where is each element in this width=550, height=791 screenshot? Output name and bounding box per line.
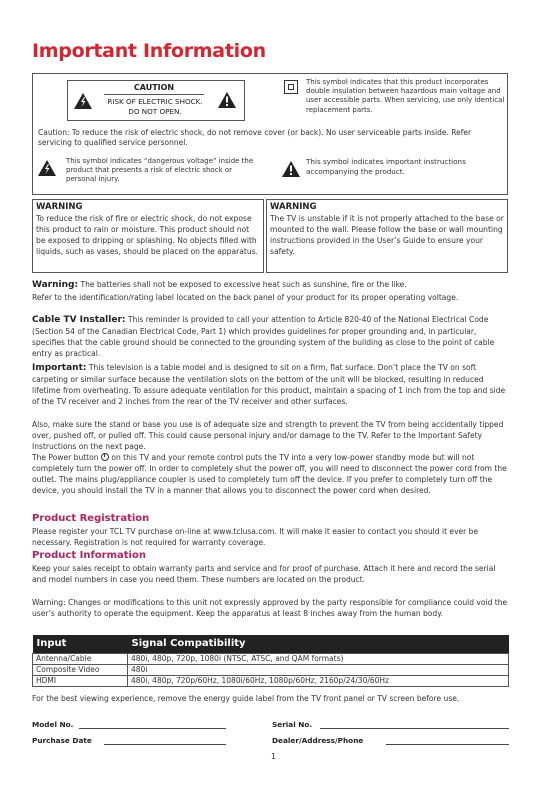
paragraph-lead: Cable TV Installer: [32,315,126,325]
caution-label-text [104,97,206,117]
purchase-date-label: Purchase Date [32,736,92,745]
cable-installer-paragraph [32,314,510,359]
model-number-label: Model No. [32,720,74,729]
table-row [33,653,509,664]
paragraph-text: on this TV and your remote control puts the TV into a very low-power standby mode but will not completely turn the power off. In order to completely shut the power off, you will need to disconnect the power cord from the outlet. The mains plug/appliance coupler is used to completely turn off the device. If you prefer to completely turn off the device, you should install the TV in a manner that allows you to disconnect the power cord when desired. [32,453,507,496]
table-row [33,664,509,675]
voltage-label-paragraph: Refer to the identification/rating label located on the back panel of your product for its proper operating voltage. [32,293,459,302]
paragraph-lead: Warning: [32,280,79,290]
table-cell-input: Composite Video [33,664,128,675]
modification-warning-text: Warning: Changes or modifications to this unit not expressly approved by the party responsible for compliance could void the user’s authority to operate the equipment. Keep the apparatus at least 8 inches away from the human body. [32,598,508,619]
model-number-line [79,728,226,729]
paragraph-text: This television is a table model and is designed to sit on a firm, flat surface. Don’t place the TV on soft carpeting or similar surface because the ventilation slots on the bottom of the unit will be blocked, resulting in reduced lifetime from overheating. To assure adequate ventilation for this product, maintain a spacing of 1 inch from the top and side of the TV receiver and 2 inches from the rear of the TV receiver and other surfaces. [32,363,506,407]
warning-box-moisture [32,199,264,273]
paragraph-text: The Power button [32,453,101,462]
dangerous-voltage-icon [38,160,56,176]
warning-box-stability [266,199,508,273]
table-cell-signal: 480i, 480p, 720p, 1080i (NTSC, ATSC, and QAM formats) [128,653,509,664]
warning-heading: WARNING [270,202,317,212]
table-row [33,675,509,686]
product-registration-text: Please register your TCL TV purchase on-line at www.tclusa.com. It will make it easier to contact you should it ever be necessary. Registration is not required for warranty coverage. [32,527,479,548]
important-paragraph [32,362,510,407]
warning-heading: WARNING [36,202,83,212]
dangerous-voltage-text: This symbol indicates “dangerous voltage” inside the product that presents a risk of electric shock or personal injury. [66,157,254,184]
table-header-row [33,635,509,653]
important-instructions-text: This symbol indicates important instructions accompanying the product. [306,157,466,176]
power-button-paragraph [32,452,510,496]
power-icon [101,453,109,461]
viewing-note: For the best viewing experience, remove the energy guide label from the TV front panel or TV screen before use. [32,694,460,703]
caution-statement: Caution: To reduce the risk of electric shock, do not remove cover (or back). No user serviceable parts inside. Refer servicing to qualified service personnel. [38,128,472,147]
exclamation-warning-icon [218,92,236,108]
signal-compatibility-table [32,635,509,687]
stand-paragraph: Also, make sure the stand or base you use is of adequate size and strength to prevent the TV from being accidentally tipped over, pushed off, or pulled off. This could cause personal injury and/or damage to the TV. Refer to the Important Safety Instructions on the next page. [32,420,504,452]
table-cell-input: Antenna/Cable [33,653,128,664]
page-number: 1 [271,752,277,761]
product-registration-heading: Product Registration [32,513,150,524]
product-information-heading: Product Information [32,550,146,561]
dealer-label: Dealer/Address/Phone [272,736,364,745]
caution-line-1: RISK OF ELECTRIC SHOCK. [107,97,203,106]
product-information-text: Keep your sales receipt to obtain warranty parts and service and for proof of purchase. Attach it here and record the serial and model numbers in case you need them. These numbers are located on the product. [32,564,496,585]
dealer-line [386,744,509,745]
serial-number-label: Serial No. [272,720,313,729]
table-cell-input: HDMI [33,675,128,686]
table-cell-signal: 480i [128,664,509,675]
column-header-signal: Signal Compatibility [128,635,509,653]
paragraph-text: The batteries shall not be exposed to excessive heat such as sunshine, fire or the like. [78,280,407,289]
important-instructions-icon [282,161,300,177]
column-header-input: Input [33,635,128,653]
battery-warning-paragraph [32,279,510,291]
paragraph-text: This reminder is provided to call your attention to Article 820-40 of the National Electrical Code (Section 54 of the Canadian Electrical Code, Part 1) which provides guidelines for proper grounding and, in particular, specifies that the cable ground should be connected to the grounding system of the building as close to the point of cable entry as practical. [32,315,495,359]
warning-body: The TV is unstable if it is not properly attached to the base or mounted to the wall. Please follow the base or wall mounting instructions provided in the User’s Guide to ensure your safety. [270,214,504,256]
purchase-date-line [104,744,226,745]
double-insulation-icon [284,80,298,94]
page-title: Important Information [32,40,266,62]
caution-label [67,80,245,121]
serial-number-line [320,728,509,729]
paragraph-lead: Important: [32,363,87,373]
lightning-warning-icon [74,93,92,109]
caution-line-2: DO NOT OPEN. [128,107,182,116]
double-insulation-text: This symbol indicates that this product incorporates double insulation between hazardous main voltage and user accessible parts. When servicing, use only identical replacement parts. [306,78,505,114]
table-cell-signal: 480i, 480p, 720p/60Hz, 1080i/60Hz, 1080p/60Hz, 2160p/24/30/60Hz [128,675,509,686]
caution-heading: CAUTION [104,81,204,95]
warning-body: To reduce the risk of fire or electric shock, do not expose this product to rain or moisture. This product should not be exposed to dripping or splashing. No objects filled with liquids, such as vases, should be placed on the apparatus. [36,214,259,256]
